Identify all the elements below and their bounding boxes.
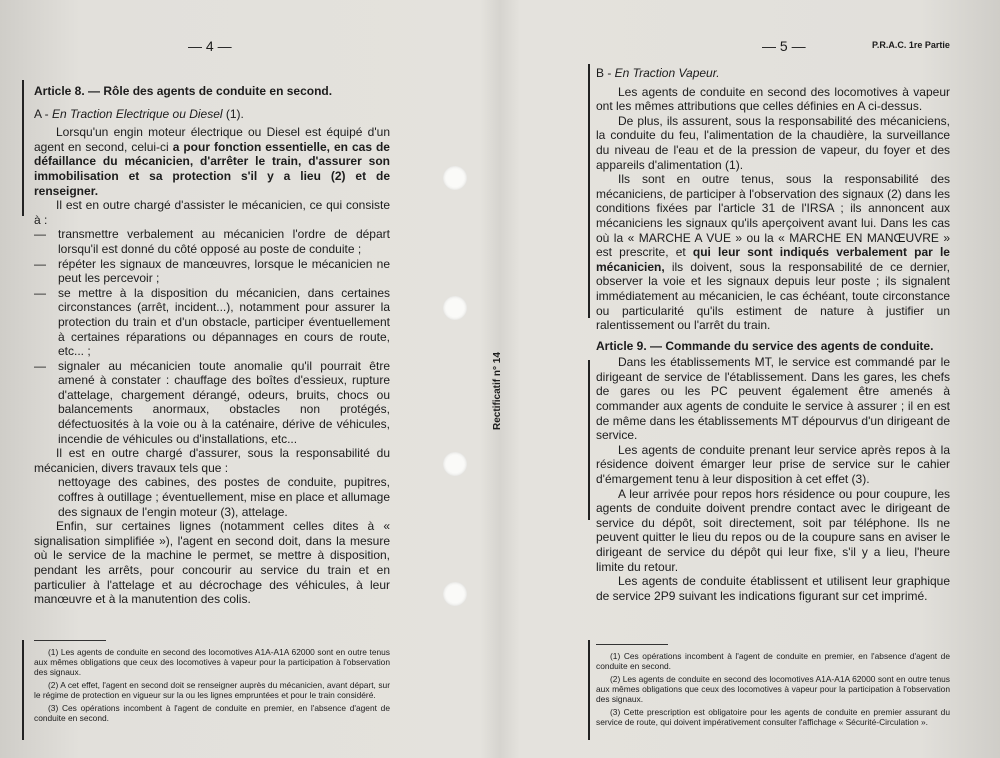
article-9-title: Article 9. — Commande du service des agents de conduite. [596, 338, 934, 353]
list-item: — signaler au mécanicien toute anomalie qu'il pourrait être amené à constater : chauffage des boîtes d'essieux, rupture d'attelage, chargement dérangé, odeurs, bruits, chocs ou balancements anormaux, obstacles non protégés, défectuosités à la voie ou à la caténaire, dérive de véhicules, incendie de véhicules ou d'installations, etc... [34, 359, 390, 447]
right-content [596, 66, 950, 603]
paragraph: De plus, ils assurent, sous la responsabilité des mécaniciens, la conduite du feu, l'alimentation de la chaudière, la surveillance du niveau de l'eau et de la pression de vapeur, du foyer et des appareils d'alimentation (1). [596, 113, 950, 172]
article-8-title: Article 8. — Rôle des agents de conduite en second. [34, 84, 333, 98]
paragraph: Les agents de conduite prenant leur service après repos à la résidence doivent émarger leur prise de service sur le cahier d'émargement tenu à leur disposition à cet effet (3). [596, 442, 950, 487]
right-footnotes [596, 644, 950, 730]
section-a-title: A - En Traction Electrique ou Diesel (1). [34, 106, 244, 121]
binder-hole [443, 452, 467, 476]
paragraph: Il est en outre chargé d'assister le mécanicien, ce qui consiste à : [34, 198, 390, 227]
paragraph: Les agents de conduite établissent et utilisent leur graphique de service 2P9 suivant les indications figurant sur cet imprimé. [596, 574, 950, 603]
footnote: (2) Les agents de conduite en second des locomotives A1A-A1A 62000 sont en outre tenus aux mêmes obligations que ceux des locomotives à vapeur pour la participation à l'observation des signaux. [596, 674, 950, 704]
footnote-separator [596, 644, 668, 645]
revision-bar-left [22, 80, 24, 216]
rectificatif-stamp: Rectificatif n° 14 [492, 352, 503, 430]
paragraph: Dans les établissements MT, le service est commandé par le dirigeant de service de l'établissement. Dans les gares, les chefs de gares ou les PC peuvent également être amenés à commander aux agents de conduite le service à assurer ; il en est de même dans les établissements MT dépourvus d'un dirigeant de service. [596, 355, 950, 443]
right-page [500, 0, 1000, 758]
left-content [34, 84, 390, 607]
paragraph: A leur arrivée pour repos hors résidence ou pour coupure, les agents de conduite doivent prendre contact avec le dirigeant de service du dépôt, soit directement, soit par téléphone. Ils ne peuvent quitter le lieu du repos ou de la coupure sans en aviser le dirigeant de service du dépôt qui leur fixe, s'il y a lieu, l'heure limite du retour. [596, 486, 950, 574]
revision-bar-right [588, 64, 590, 318]
page-number-left: — 4 — [188, 38, 232, 54]
binder-hole [443, 296, 467, 320]
footnote: (3) Ces opérations incombent à l'agent de conduite en premier, en l'absence d'agent de conduite en second. [34, 703, 390, 723]
document-header: P.R.A.C. 1re Partie [872, 40, 950, 50]
list-item: — répéter les signaux de manœuvres, lorsque le mécanicien ne peut les percevoir ; [34, 257, 390, 286]
left-footnotes [34, 640, 390, 726]
list-item: — se mettre à la disposition du mécanicien, dans certaines circonstances (arrêt, incident...), notamment pour assurer la protection du train et d'un obstacle, participer éventuellement à certaines réparations ou dépannages en cours de route, etc... ; [34, 286, 390, 359]
revision-bar-right-mid [588, 360, 590, 520]
paragraph: nettoyage des cabines, des postes de conduite, pupitres, coffres à outillage ; éventuellement, mise en place et allumage des signaux de l'engin moteur (3), attelage. [58, 475, 390, 519]
page-number-right: — 5 — [762, 38, 806, 54]
paragraph: Enfin, sur certaines lignes (notamment celles dites à « signalisation simplifiée »), l'agent en second doit, dans la mesure où le service de la machine le permet, se mettre à disposition, pendant les arrêts, pour concourir au service du train et en particulier à l'attelage et au décrochage des véhicules, à leur manœuvre et à la manutention des colis. [34, 519, 390, 607]
footnote: (2) A cet effet, l'agent en second doit se renseigner auprès du mécanicien, avant départ, sur le régime de protection en vigueur sur la ou les lignes empruntées et pour le train considéré. [34, 680, 390, 700]
revision-bar-left-bottom [22, 640, 24, 740]
footnote: (1) Les agents de conduite en second des locomotives A1A-A1A 62000 sont en outre tenus aux mêmes obligations que ceux des locomotives à vapeur pour la participation à l'observation des signaux. [34, 647, 390, 677]
section-b-title: B - En Traction Vapeur. [596, 66, 720, 80]
footnote: (3) Cette prescription est obligatoire pour les agents de conduite en premier assurant du service de route, qui doivent impérativement consulter l'affichage « Sécurité-Circulation ». [596, 707, 950, 727]
list-item: — transmettre verbalement au mécanicien l'ordre de départ lorsqu'il est donné du côté opposé au poste de conduite ; [34, 227, 390, 256]
paragraph: Lorsqu'un engin moteur électrique ou Diesel est équipé d'un agent en second, celui-ci a pour fonction essentielle, en cas de défaillance du mécanicien, d'arrêter le train, d'assurer son immobilisation et sa protection s'il y a lieu (2) et de renseigner. [34, 125, 390, 198]
footnote-separator [34, 640, 106, 641]
footnote: (1) Ces opérations incombent à l'agent de conduite en premier, en l'absence d'agent de conduite en second. [596, 651, 950, 671]
revision-bar-right-bottom [588, 640, 590, 740]
paragraph: Les agents de conduite en second des locomotives à vapeur ont les mêmes attributions que celles définies en A ci-dessus. [596, 84, 950, 114]
binder-hole [443, 582, 467, 606]
binder-hole [443, 166, 467, 190]
duties-list [34, 227, 390, 446]
paragraph: Ils sont en outre tenus, sous la responsabilité des mécaniciens, de participer à l'observation des signaux (2) dans les conditions fixées par l'article 31 de l'IRSA ; ils annoncent aux mécaniciens les signaux qu'ils aperçoivent avant lui. Dans les cas où la « MARCHE A VUE » ou la « MARCHE EN MANŒUVRE » est prescrite, et qui leur sont indiqués verbalement par le mécanicien, ils doivent, sous la responsabilité de ce dernier, observer la voie et les signaux depuis leur poste ; ils signalent immédiatement au mécanicien, le cas échéant, toute circonstance ou particularité qu'ils estiment de nature à justifier un ralentissement ou l'arrêt du train. [596, 172, 950, 333]
paragraph: Il est en outre chargé d'assurer, sous la responsabilité du mécanicien, divers travaux tels que : [34, 446, 390, 475]
